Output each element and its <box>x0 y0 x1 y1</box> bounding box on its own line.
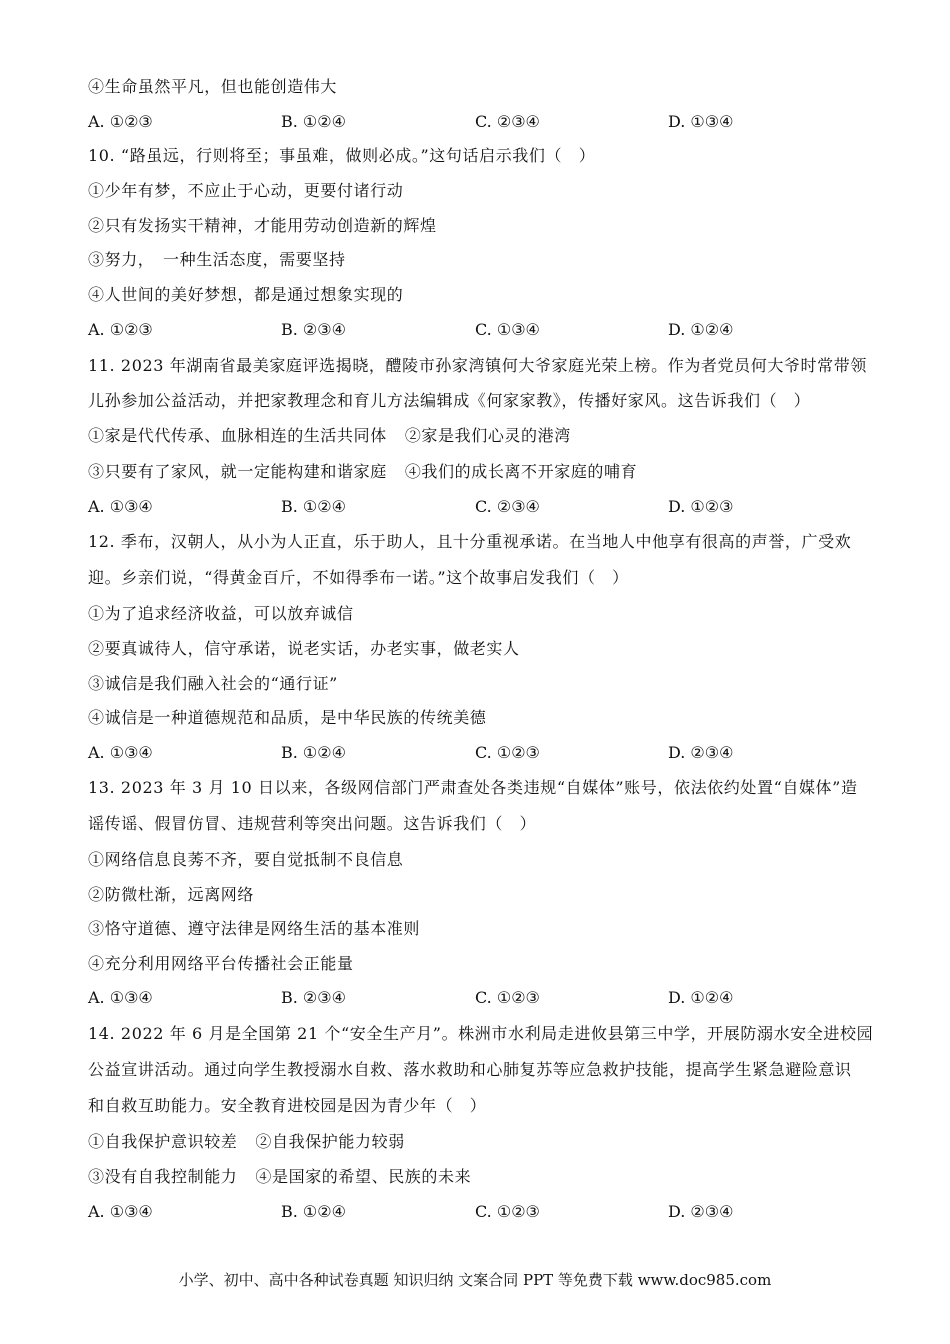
q9-statement-4: ④生命虽然平凡，但也能创造伟大 <box>88 77 338 96</box>
q10-statement-2: ②只有发扬实干精神，才能用劳动创造新的辉煌 <box>88 216 437 235</box>
q10-statement-1: ①少年有梦，不应止于心动，更要付诸行动 <box>88 181 404 200</box>
q14-statement-1: ①自我保护意识较差 <box>88 1132 238 1151</box>
q13-option-d: D. ①②④ <box>668 988 734 1007</box>
q12-options <box>88 743 868 763</box>
q14-stem-line2: 公益宣讲活动。通过向学生教授溺水自救、落水救助和心肺复苏等应急救护技能，提高学生紧急避险意识 <box>88 1060 852 1079</box>
q12-statement-4: ④诚信是一种道德规范和品质，是中华民族的传统美德 <box>88 708 487 727</box>
q13-options <box>88 988 868 1008</box>
q11-statements-1-2 <box>88 426 571 446</box>
q12-statement-1: ①为了追求经济收益，可以放弃诚信 <box>88 604 354 623</box>
q13-option-a: A. ①③④ <box>88 988 153 1007</box>
q11-statements-3-4 <box>88 462 637 482</box>
q14-option-d: D. ②③④ <box>668 1202 734 1221</box>
q13-statement-2: ②防微杜渐，远离网络 <box>88 885 255 904</box>
q14-option-a: A. ①③④ <box>88 1202 153 1221</box>
q10-option-b: B. ②③④ <box>281 320 346 339</box>
q10-options <box>88 320 868 340</box>
q11-stem-line1: 11. 2023 年湖南省最美家庭评选揭晓，醴陵市孙家湾镇何大爷家庭光荣上榜。作为者党员何大爷时常带领 <box>88 356 867 375</box>
q14-statements-1-2 <box>88 1132 405 1152</box>
q11-statement-1: ①家是代代传承、血脉相连的生活共同体 <box>88 426 387 445</box>
q10-statement-4: ④人世间的美好梦想，都是通过想象实现的 <box>88 285 404 304</box>
q13-statement-4: ④充分利用网络平台传播社会正能量 <box>88 954 354 973</box>
q10-statement-3: ③努力， 一种生活态度，需要坚持 <box>88 250 346 269</box>
q11-statement-2: ②家是我们心灵的港湾 <box>404 426 571 445</box>
q14-stem-line1: 14. 2022 年 6 月是全国第 21 个“安全生产月”。株洲市水利局走进攸县第三中学，开展防溺水安全进校园 <box>88 1024 874 1043</box>
q13-option-c: C. ①②③ <box>475 988 540 1007</box>
q10-option-c: C. ①③④ <box>475 320 540 339</box>
q14-option-c: C. ①②③ <box>475 1202 540 1221</box>
q12-option-c: C. ①②③ <box>475 743 540 762</box>
q13-statement-3: ③恪守道德、遵守法律是网络生活的基本准则 <box>88 919 421 938</box>
q11-option-b: B. ①②④ <box>281 497 346 516</box>
q14-statements-3-4 <box>88 1167 471 1187</box>
q9-option-c: C. ②③④ <box>475 112 540 131</box>
q14-statement-3: ③没有自我控制能力 <box>88 1167 238 1186</box>
q11-option-c: C. ②③④ <box>475 497 540 516</box>
q12-option-a: A. ①③④ <box>88 743 153 762</box>
q10-stem: 10. “路虽远，行则将至；事虽难，做则必成。”这句话启示我们（ ） <box>88 146 596 165</box>
q9-option-b: B. ①②④ <box>281 112 346 131</box>
q14-options <box>88 1202 868 1222</box>
q11-statement-3: ③只要有了家风，就一定能构建和谐家庭 <box>88 462 387 481</box>
q11-option-a: A. ①③④ <box>88 497 153 516</box>
q9-option-a: A. ①②③ <box>88 112 153 131</box>
q11-stem-line2: 儿孙参加公益活动，并把家教理念和育儿方法编辑成《何家家教》，传播好家风。这告诉我们（ ） <box>88 391 811 410</box>
page-footer: 小学、初中、高中各种试卷真题 知识归纳 文案合同 PPT 等免费下载 www.doc985.com <box>178 1271 772 1289</box>
q11-option-d: D. ①②③ <box>668 497 734 516</box>
q12-statement-2: ②要真诚待人，信守承诺，说老实话，办老实事，做老实人 <box>88 639 520 658</box>
q13-stem-line1: 13. 2023 年 3 月 10 日以来，各级网信部门严肃查处各类违规“自媒体”账号，依法依约处置“自媒体”造 <box>88 778 858 797</box>
q12-option-b: B. ①②④ <box>281 743 346 762</box>
q14-statement-2: ②自我保护能力较弱 <box>255 1132 405 1151</box>
q12-statement-3: ③诚信是我们融入社会的“通行证” <box>88 674 338 693</box>
q14-statement-4: ④是国家的希望、民族的未来 <box>255 1167 472 1186</box>
q10-option-a: A. ①②③ <box>88 320 153 339</box>
q12-stem-line2: 迎。乡亲们说，“得黄金百斤，不如得季布一诺。”这个故事启发我们（ ） <box>88 568 629 587</box>
q11-statement-4: ④我们的成长离不开家庭的哺育 <box>404 462 638 481</box>
q13-option-b: B. ②③④ <box>281 988 346 1007</box>
q12-stem-line1: 12. 季布，汉朝人，从小为人正直，乐于助人，且十分重视承诺。在当地人中他享有很高的声誉，广受欢 <box>88 532 852 551</box>
q14-option-b: B. ①②④ <box>281 1202 346 1221</box>
q10-option-d: D. ①②④ <box>668 320 734 339</box>
q13-statement-1: ①网络信息良莠不齐，要自觉抵制不良信息 <box>88 850 404 869</box>
q13-stem-line2: 谣传谣、假冒仿冒、违规营利等突出问题。这告诉我们（ ） <box>88 814 537 833</box>
q9-option-d: D. ①③④ <box>668 112 734 131</box>
q11-options <box>88 497 868 517</box>
q9-options <box>88 112 868 132</box>
q14-stem-line3: 和自救互助能力。安全教育进校园是因为青少年（ ） <box>88 1096 487 1115</box>
q12-option-d: D. ②③④ <box>668 743 734 762</box>
